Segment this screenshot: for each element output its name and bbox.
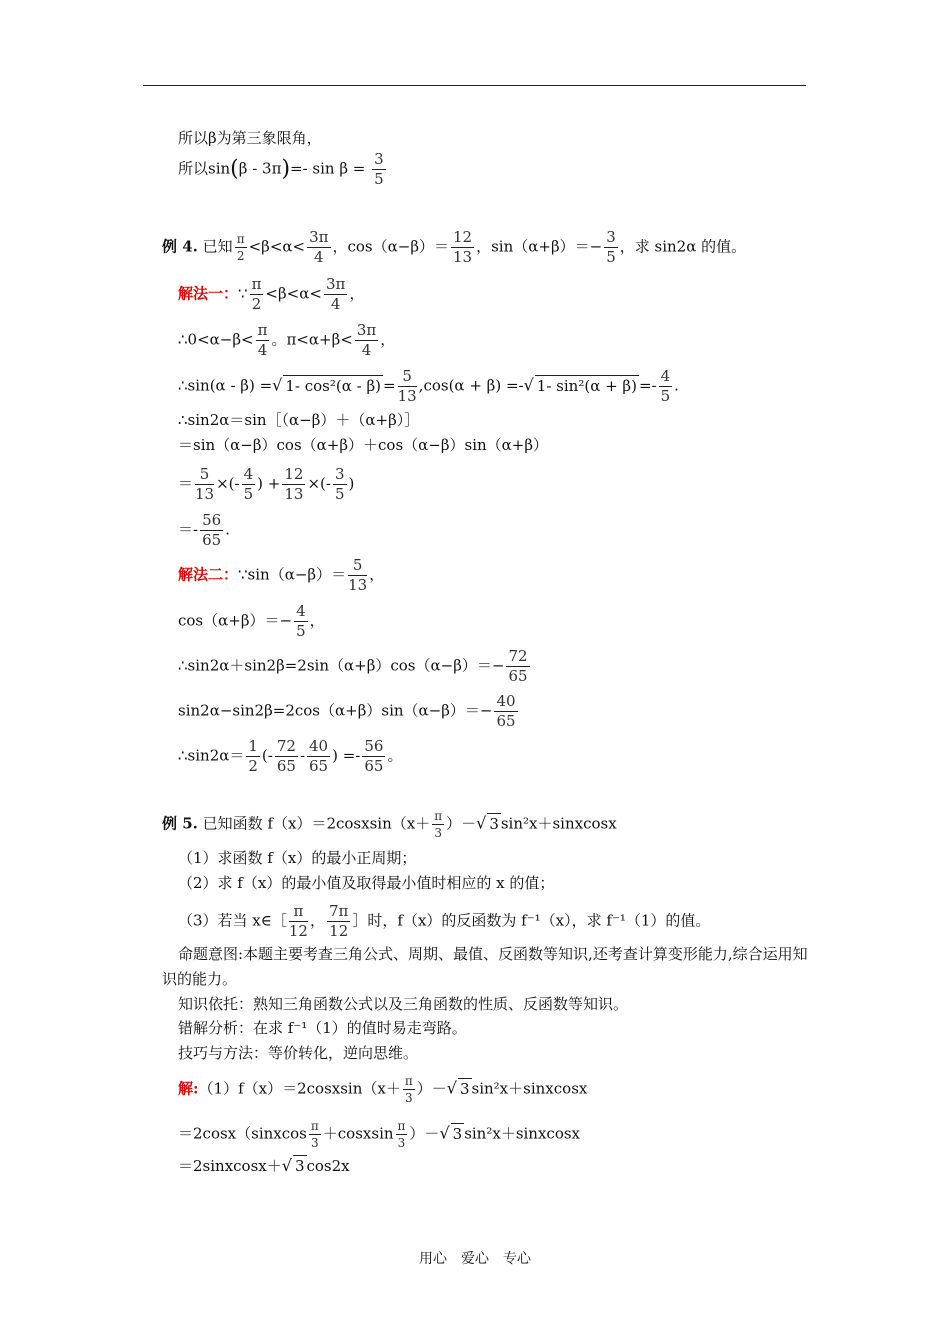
denominator: 65	[364, 757, 384, 775]
fraction	[355, 323, 378, 358]
text: ∴sin2α＝sin［（α−β）＋（α+β）］	[178, 411, 420, 429]
text: ，	[380, 330, 396, 349]
fraction	[451, 230, 474, 265]
text: ＝sin（α−β）cos（α+β）＋cos（α−β）sin（α+β）	[178, 436, 549, 454]
method-1-line-5	[178, 435, 548, 455]
text: ,cos(α + β) =-	[418, 376, 524, 395]
numerator: 4	[660, 367, 671, 385]
numerator: 72	[276, 737, 296, 755]
text-line-quadrant	[178, 128, 322, 148]
paren: (	[230, 156, 239, 182]
fraction	[362, 739, 385, 774]
numerator: π	[434, 809, 443, 823]
text: (-	[261, 746, 273, 765]
fraction	[327, 904, 350, 939]
line-text: 所以β为第三象限角，	[178, 129, 322, 147]
denominator: 4	[361, 341, 372, 359]
fraction	[235, 233, 247, 262]
numerator: 7π	[329, 902, 349, 920]
fraction	[403, 1075, 415, 1104]
denominator: 4	[257, 341, 268, 359]
numerator: 40	[309, 737, 329, 755]
text: ）－	[416, 1079, 447, 1098]
text: =- sin β =	[290, 159, 366, 178]
numerator: π	[289, 904, 308, 922]
fraction	[372, 152, 386, 187]
text: （3）若当 x∈［	[178, 911, 287, 930]
text: =-	[638, 376, 657, 395]
method-1-line-1	[178, 277, 364, 312]
text: ，sin（α+β）＝−	[476, 237, 603, 256]
numerator: 12	[284, 465, 304, 483]
denominator: 13	[453, 248, 473, 266]
fraction	[275, 739, 298, 774]
text: ）－	[409, 1124, 440, 1143]
radicand: 3	[294, 1157, 305, 1175]
paragraph-basis	[178, 994, 628, 1014]
method-2-line-5	[178, 739, 402, 774]
numerator: 3π	[356, 321, 377, 339]
denominator: 5	[660, 387, 671, 405]
text: -	[299, 746, 306, 765]
text: ＝2cosx（sinxcos	[178, 1124, 307, 1143]
header-rule	[143, 85, 806, 86]
text: （2）求 f（x）的最小值及取得最小值时相应的 x 的值；	[178, 874, 555, 892]
text: 。π<α+β<	[271, 330, 353, 349]
text: .	[674, 376, 679, 395]
denominator: 4	[330, 295, 341, 313]
numerator: 3π	[309, 228, 329, 246]
denominator: 4	[314, 248, 324, 266]
numerator: 56	[364, 737, 384, 755]
fraction	[289, 904, 308, 939]
text: sin²x＋sinxcosx	[464, 1124, 581, 1143]
text: ∴sin2α＋sin2β=2sin（α+β）cos（α−β）＝−	[178, 656, 505, 675]
denominator: 3	[397, 1136, 406, 1150]
fraction	[398, 369, 417, 404]
text: ) =-	[332, 746, 361, 765]
numerator: 1	[248, 737, 258, 755]
solution-line-3	[178, 1155, 350, 1176]
denominator: 13	[284, 485, 304, 503]
fraction	[659, 369, 673, 404]
denominator: 65	[496, 712, 516, 730]
fraction	[348, 558, 367, 593]
fraction	[246, 739, 260, 774]
text: ＋cosxsin	[322, 1124, 394, 1143]
numerator: 3	[334, 465, 345, 483]
text: ∴0<α−β<	[178, 330, 254, 349]
fraction	[432, 810, 444, 839]
fraction	[250, 277, 264, 312]
numerator: 5	[348, 558, 367, 576]
fraction	[506, 649, 529, 684]
denominator: 65	[276, 757, 296, 775]
text: sin²x＋sinxcosx	[471, 1079, 588, 1098]
numerator: 4	[243, 465, 254, 483]
numerator: 40	[496, 692, 516, 710]
text: 所以sin	[178, 159, 231, 178]
numerator: 56	[202, 511, 222, 529]
text: （1）求函数 f（x）的最小正周期；	[178, 849, 417, 867]
denominator: 5	[334, 485, 345, 503]
text: ＝2sinxcosx＋	[178, 1157, 282, 1175]
numerator: 3	[606, 228, 616, 246]
method-2-line-3	[178, 649, 532, 684]
fraction	[324, 277, 347, 312]
text: ) +	[257, 474, 281, 493]
paragraph-error	[178, 1018, 467, 1038]
text: 已知	[202, 237, 233, 256]
page-footer: 用心 爱心 专心	[419, 1251, 531, 1267]
numerator: π	[310, 1119, 319, 1133]
text: =	[383, 376, 396, 395]
fraction	[604, 230, 618, 265]
text: cos2x	[306, 1157, 350, 1175]
question-3	[178, 904, 710, 939]
method-1-line-4	[178, 410, 419, 430]
text: 技巧与方法：等价转化，逆向思维。	[178, 1044, 419, 1062]
fraction	[333, 467, 347, 502]
sqrt-sign: √	[272, 375, 283, 395]
denominator: 65	[309, 757, 329, 775]
text: ∵	[238, 284, 248, 303]
radicand: 3	[459, 1079, 470, 1098]
sqrt-sign: √	[446, 1078, 457, 1098]
denominator: 2	[236, 249, 245, 263]
numerator: 3π	[325, 275, 346, 293]
denominator: 12	[288, 922, 308, 940]
sqrt-sign: √	[281, 1156, 292, 1175]
question-1	[178, 848, 416, 868]
method-2-line-4	[178, 694, 520, 729]
text: ×(-	[307, 474, 331, 493]
text: ，cos（α−β）＝	[332, 237, 449, 256]
numerator: π	[397, 1119, 406, 1133]
denominator: 5	[374, 170, 384, 188]
numerator: 5	[195, 467, 214, 485]
method-1-line-6	[178, 467, 354, 502]
radicand: 1- cos²(α - β)	[285, 376, 381, 395]
text: sin²x＋sinxcosx	[500, 814, 617, 833]
text: ，	[309, 611, 325, 630]
example-4-statement	[162, 230, 746, 265]
text: β - 3π	[238, 159, 282, 178]
numerator: π	[251, 275, 262, 293]
numerator: π	[236, 232, 245, 246]
denominator: 3	[311, 1136, 319, 1150]
question-2	[178, 873, 554, 893]
fraction	[294, 604, 308, 639]
text: cos（α+β）＝−	[178, 611, 293, 630]
sqrt-sign: √	[523, 375, 534, 395]
method-label: 解法一：	[178, 284, 239, 303]
numerator: 72	[508, 647, 528, 665]
text: ×(-	[216, 474, 240, 493]
numerator: 12	[453, 228, 473, 246]
text: <β<α<	[248, 237, 306, 256]
method-1-line-7	[178, 513, 230, 548]
numerator: 3	[374, 150, 384, 168]
fraction	[307, 230, 330, 265]
fraction	[195, 467, 214, 502]
denominator: 3	[404, 1091, 413, 1105]
method-2-line-2	[178, 604, 325, 639]
text: ，	[349, 284, 365, 303]
denominator: 2	[251, 295, 262, 313]
text: .	[225, 520, 230, 539]
denominator: 3	[434, 826, 442, 840]
radicand: 3	[489, 814, 499, 833]
text: 命题意图:本题主要考查三角公式、周期、最值、反函数等知识,还考查计算变形能力,综合运用知识的能力。	[162, 945, 808, 988]
paren: )	[281, 156, 291, 182]
radicand: 3	[452, 1124, 463, 1143]
fraction	[396, 1120, 408, 1149]
method-label: 解法二：	[178, 565, 239, 584]
denominator: 5	[296, 622, 306, 640]
denominator: 12	[329, 922, 349, 940]
denominator: 13	[195, 485, 215, 503]
text: 已知函数 f（x）＝2cosxsin（x＋	[202, 814, 431, 833]
denominator: 13	[348, 576, 368, 594]
sqrt-sign: √	[476, 813, 487, 833]
numerator: π	[257, 321, 268, 339]
numerator: π	[404, 1074, 413, 1088]
numerator: 4	[296, 602, 306, 620]
text: ∴sin2α＝	[178, 746, 245, 765]
example-label: 例 4.	[162, 237, 198, 256]
fraction	[309, 1120, 321, 1149]
text: ∴sin(α - β) =	[178, 376, 273, 395]
fraction	[242, 467, 256, 502]
method-1-line-3	[178, 369, 679, 404]
text: 知识依托：熟知三角函数公式以及三角函数的性质、反函数等知识。	[178, 995, 629, 1013]
text: （1）f（x）＝2cosxsin（x＋	[198, 1079, 401, 1098]
paragraph-intent	[162, 942, 810, 992]
fraction	[282, 467, 305, 502]
text: ＝-	[178, 520, 199, 539]
solution-label: 解:	[178, 1079, 199, 1098]
denominator: 5	[243, 485, 254, 503]
denominator: 13	[397, 387, 417, 405]
fraction	[256, 323, 270, 358]
text: 错解分析：在求 f⁻¹（1）的值时易走弯路。	[178, 1019, 467, 1037]
text: ）－	[446, 814, 477, 833]
paragraph-skill	[178, 1043, 418, 1063]
text-line-sin-beta	[178, 152, 388, 187]
fraction	[494, 694, 517, 729]
text: ，	[309, 911, 325, 930]
text: ＝	[178, 474, 194, 493]
solution-line-1	[178, 1075, 587, 1104]
text: sin2α−sin2β=2cos（α+β）sin（α−β）＝−	[178, 701, 493, 720]
text: ∵sin（α−β）＝	[238, 565, 347, 584]
example-5-statement	[162, 810, 617, 839]
method-1-line-2	[178, 323, 395, 358]
numerator: 5	[398, 369, 417, 387]
text: <β<α<	[265, 284, 322, 303]
solution-line-2	[178, 1120, 580, 1149]
denominator: 65	[202, 531, 222, 549]
text: ］时，f（x）的反函数为 f⁻¹（x），求 f⁻¹（1）的值。	[352, 911, 711, 930]
example-label: 例 5.	[162, 814, 198, 833]
text: ，	[369, 565, 385, 584]
text: ，求 sin2α 的值。	[619, 237, 747, 256]
sqrt-sign: √	[439, 1123, 450, 1143]
text: 。	[387, 746, 403, 765]
method-2-line-1	[178, 558, 384, 593]
fraction	[200, 513, 223, 548]
text: )	[348, 474, 355, 493]
denominator: 5	[606, 248, 616, 266]
fraction	[307, 739, 330, 774]
denominator: 2	[248, 757, 258, 775]
denominator: 65	[508, 667, 528, 685]
radicand: 1- sin²(α + β)	[536, 376, 637, 395]
